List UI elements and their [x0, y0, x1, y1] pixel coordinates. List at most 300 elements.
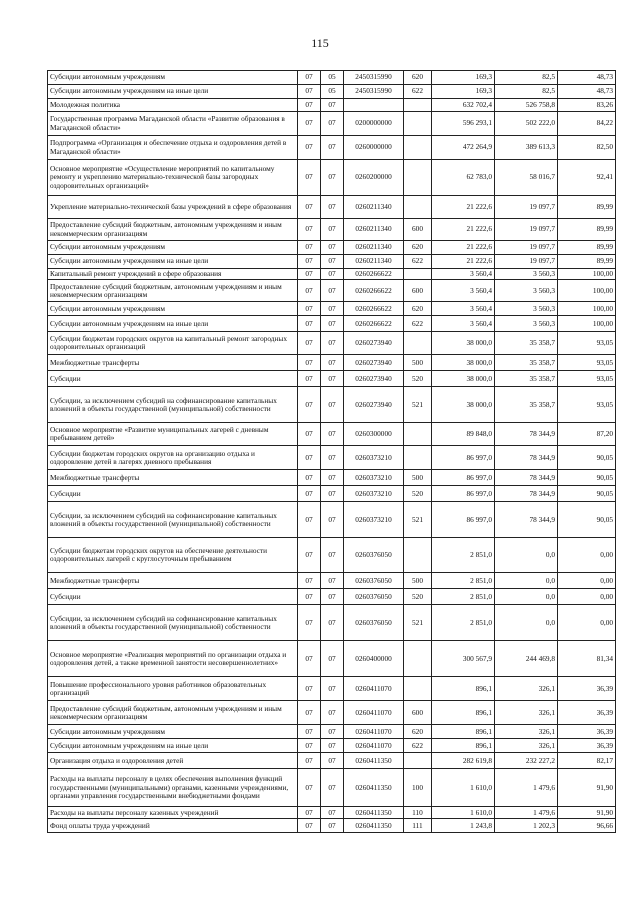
row-planned-amount: 896,1 [432, 725, 495, 739]
row-target-article: 0260273940 [344, 332, 404, 355]
row-planned-amount: 596 293,1 [432, 112, 495, 136]
row-target-article: 0260211340 [344, 219, 404, 241]
row-section: 07 [298, 502, 321, 538]
row-target-article: 0260411070 [344, 725, 404, 739]
row-name: Капитальный ремонт учреждений в сфере образования [48, 269, 298, 280]
table-row [48, 136, 616, 160]
row-section: 07 [298, 85, 321, 99]
row-subsection: 07 [321, 605, 344, 641]
row-section: 07 [298, 71, 321, 85]
row-execution-percent: 91,90 [558, 769, 616, 807]
row-executed-amount: 326,1 [495, 701, 558, 725]
row-expense-type [404, 269, 432, 280]
row-name: Субсидии автономным учреждениям [48, 241, 298, 255]
row-subsection: 07 [321, 486, 344, 502]
row-planned-amount: 1 610,0 [432, 807, 495, 819]
row-subsection: 07 [321, 725, 344, 739]
row-execution-percent: 90,05 [558, 486, 616, 502]
row-expense-type [404, 99, 432, 112]
row-section: 07 [298, 269, 321, 280]
page-number: 115 [311, 36, 329, 50]
row-section: 07 [298, 316, 321, 332]
row-subsection: 07 [321, 819, 344, 833]
table-row [48, 502, 616, 538]
row-subsection: 07 [321, 538, 344, 573]
row-planned-amount: 86 997,0 [432, 470, 495, 486]
row-name: Субсидии, за исключением субсидий на софинансирование капитальных вложений в объекты государственной (муниципальной) собственности [48, 502, 298, 538]
row-subsection: 07 [321, 302, 344, 316]
row-target-article: 0260373210 [344, 486, 404, 502]
row-name: Фонд оплаты труда учреждений [48, 819, 298, 833]
row-name: Предоставление субсидий бюджетным, автономным учреждениям и иным некоммерческим организациям [48, 219, 298, 241]
row-target-article: 0260411350 [344, 769, 404, 807]
row-subsection: 07 [321, 502, 344, 538]
table-row [48, 725, 616, 739]
row-planned-amount: 632 702,4 [432, 99, 495, 112]
row-executed-amount: 19 097,7 [495, 255, 558, 269]
table-body [48, 71, 616, 833]
row-target-article: 2450315990 [344, 85, 404, 99]
row-execution-percent: 36,39 [558, 701, 616, 725]
row-target-article: 0260373210 [344, 470, 404, 486]
row-expense-type: 620 [404, 241, 432, 255]
row-executed-amount: 19 097,7 [495, 219, 558, 241]
row-target-article: 0260376050 [344, 589, 404, 605]
row-target-article: 2450315990 [344, 71, 404, 85]
row-section: 07 [298, 280, 321, 302]
table-row [48, 677, 616, 701]
row-subsection: 07 [321, 269, 344, 280]
row-name: Субсидии автономным учреждениям [48, 302, 298, 316]
row-name: Субсидии [48, 486, 298, 502]
row-execution-percent: 0,00 [558, 589, 616, 605]
row-target-article: 0260373210 [344, 502, 404, 538]
row-section: 07 [298, 332, 321, 355]
row-subsection: 07 [321, 573, 344, 589]
row-expense-type: 622 [404, 255, 432, 269]
table-row [48, 538, 616, 573]
row-section: 07 [298, 160, 321, 196]
row-execution-percent: 81,34 [558, 641, 616, 677]
row-name: Подпрограмма «Организация и обеспечение отдыха и оздоровления детей в Магаданской области» [48, 136, 298, 160]
row-expense-type: 100 [404, 769, 432, 807]
row-subsection: 07 [321, 219, 344, 241]
budget-expenditure-table [47, 70, 616, 833]
row-expense-type: 620 [404, 302, 432, 316]
row-execution-percent: 90,05 [558, 446, 616, 470]
row-subsection: 07 [321, 641, 344, 677]
row-planned-amount: 169,3 [432, 85, 495, 99]
row-target-article: 0260266622 [344, 302, 404, 316]
row-expense-type: 500 [404, 355, 432, 371]
table-row [48, 769, 616, 807]
row-expense-type [404, 641, 432, 677]
row-subsection: 07 [321, 136, 344, 160]
row-subsection: 07 [321, 160, 344, 196]
row-planned-amount: 2 851,0 [432, 538, 495, 573]
row-target-article: 0260411070 [344, 701, 404, 725]
row-name: Субсидии [48, 589, 298, 605]
row-subsection: 07 [321, 701, 344, 725]
row-target-article: 0260411350 [344, 753, 404, 769]
row-executed-amount: 78 344,9 [495, 486, 558, 502]
row-name: Субсидии автономным учреждениям на иные цели [48, 85, 298, 99]
row-section: 07 [298, 573, 321, 589]
row-planned-amount: 38 000,0 [432, 355, 495, 371]
row-expense-type [404, 538, 432, 573]
row-target-article: 0260411350 [344, 819, 404, 833]
row-section: 07 [298, 769, 321, 807]
row-planned-amount: 1 610,0 [432, 769, 495, 807]
row-section: 07 [298, 255, 321, 269]
row-expense-type [404, 423, 432, 446]
row-section: 07 [298, 470, 321, 486]
row-executed-amount: 35 358,7 [495, 332, 558, 355]
row-expense-type: 620 [404, 71, 432, 85]
row-executed-amount: 1 479,6 [495, 807, 558, 819]
row-expense-type: 521 [404, 387, 432, 423]
table-row [48, 302, 616, 316]
row-executed-amount: 0,0 [495, 538, 558, 573]
row-planned-amount: 1 243,8 [432, 819, 495, 833]
table-row [48, 753, 616, 769]
row-expense-type [404, 136, 432, 160]
row-planned-amount: 896,1 [432, 677, 495, 701]
row-execution-percent: 89,99 [558, 255, 616, 269]
row-section: 07 [298, 605, 321, 641]
row-executed-amount: 1 202,3 [495, 819, 558, 833]
row-planned-amount: 169,3 [432, 71, 495, 85]
row-expense-type [404, 753, 432, 769]
row-planned-amount: 896,1 [432, 739, 495, 753]
table-row [48, 280, 616, 302]
table-row [48, 387, 616, 423]
row-planned-amount: 2 851,0 [432, 573, 495, 589]
row-subsection: 07 [321, 280, 344, 302]
row-name: Межбюджетные трансферты [48, 573, 298, 589]
row-execution-percent: 0,00 [558, 538, 616, 573]
row-target-article: 0260266622 [344, 316, 404, 332]
row-target-article: 0260411350 [344, 807, 404, 819]
row-planned-amount: 86 997,0 [432, 446, 495, 470]
row-execution-percent: 48,73 [558, 71, 616, 85]
table-row [48, 269, 616, 280]
table-row [48, 605, 616, 641]
row-executed-amount: 326,1 [495, 725, 558, 739]
row-executed-amount: 35 358,7 [495, 371, 558, 387]
row-execution-percent: 96,66 [558, 819, 616, 833]
row-name: Основное мероприятие «Осуществление мероприятий по капитальному ремонту и укреплению материально-технической базы загородных оздоровительных организаций» [48, 160, 298, 196]
row-section: 07 [298, 219, 321, 241]
row-target-article: 0260200000 [344, 160, 404, 196]
row-expense-type [404, 160, 432, 196]
row-target-article: 0260266622 [344, 280, 404, 302]
row-section: 07 [298, 725, 321, 739]
row-executed-amount: 3 560,3 [495, 302, 558, 316]
row-execution-percent: 100,00 [558, 302, 616, 316]
row-section: 07 [298, 355, 321, 371]
row-section: 07 [298, 486, 321, 502]
table-row [48, 99, 616, 112]
row-section: 07 [298, 371, 321, 387]
row-expense-type: 620 [404, 725, 432, 739]
row-executed-amount: 19 097,7 [495, 241, 558, 255]
row-execution-percent: 90,05 [558, 470, 616, 486]
row-target-article: 0260411070 [344, 739, 404, 753]
row-execution-percent: 93,05 [558, 332, 616, 355]
table-row [48, 241, 616, 255]
row-section: 07 [298, 739, 321, 753]
row-executed-amount: 58 016,7 [495, 160, 558, 196]
row-execution-percent: 89,99 [558, 196, 616, 219]
row-execution-percent: 36,39 [558, 739, 616, 753]
table-row [48, 112, 616, 136]
row-execution-percent: 93,05 [558, 387, 616, 423]
row-name: Основное мероприятие «Реализация мероприятий по организации отдыха и оздоровления детей, а также временной занятости несовершеннолетних» [48, 641, 298, 677]
row-planned-amount: 282 619,8 [432, 753, 495, 769]
row-executed-amount: 326,1 [495, 739, 558, 753]
row-execution-percent: 93,05 [558, 355, 616, 371]
row-planned-amount: 3 560,4 [432, 316, 495, 332]
row-executed-amount: 35 358,7 [495, 355, 558, 371]
row-expense-type: 521 [404, 502, 432, 538]
row-expense-type [404, 677, 432, 701]
row-name: Государственная программа Магаданской области «Развитие образования в Магаданской области» [48, 112, 298, 136]
row-name: Субсидии автономным учреждениям [48, 725, 298, 739]
table-row [48, 316, 616, 332]
row-name: Субсидии бюджетам городских округов на организацию отдыха и оздоровление детей в лагерях дневного пребывания [48, 446, 298, 470]
row-planned-amount: 896,1 [432, 701, 495, 725]
row-planned-amount: 38 000,0 [432, 387, 495, 423]
row-subsection: 07 [321, 316, 344, 332]
row-expense-type: 622 [404, 85, 432, 99]
table-row [48, 71, 616, 85]
row-name: Межбюджетные трансферты [48, 470, 298, 486]
row-section: 07 [298, 641, 321, 677]
table-row [48, 85, 616, 99]
row-name: Субсидии, за исключением субсидий на софинансирование капитальных вложений в объекты государственной (муниципальной) собственности [48, 387, 298, 423]
row-target-article: 0260376050 [344, 573, 404, 589]
row-name: Субсидии автономным учреждениям [48, 71, 298, 85]
row-planned-amount: 3 560,4 [432, 302, 495, 316]
row-name: Предоставление субсидий бюджетным, автономным учреждениям и иным некоммерческим организациям [48, 280, 298, 302]
row-expense-type: 521 [404, 605, 432, 641]
row-section: 07 [298, 423, 321, 446]
row-execution-percent: 89,99 [558, 219, 616, 241]
row-planned-amount: 2 851,0 [432, 605, 495, 641]
row-executed-amount: 326,1 [495, 677, 558, 701]
row-section: 07 [298, 387, 321, 423]
row-section: 07 [298, 753, 321, 769]
row-execution-percent: 36,39 [558, 725, 616, 739]
row-section: 07 [298, 99, 321, 112]
row-subsection: 07 [321, 387, 344, 423]
row-planned-amount: 472 264,9 [432, 136, 495, 160]
row-expense-type: 622 [404, 739, 432, 753]
row-executed-amount: 502 222,0 [495, 112, 558, 136]
table-row [48, 255, 616, 269]
table-row [48, 819, 616, 833]
row-name: Субсидии автономным учреждениям на иные цели [48, 316, 298, 332]
row-name: Предоставление субсидий бюджетным, автономным учреждениям и иным некоммерческим организациям [48, 701, 298, 725]
row-expense-type: 500 [404, 470, 432, 486]
row-execution-percent: 48,73 [558, 85, 616, 99]
row-executed-amount: 78 344,9 [495, 470, 558, 486]
row-expense-type: 600 [404, 219, 432, 241]
table-row [48, 739, 616, 753]
row-subsection: 07 [321, 589, 344, 605]
row-executed-amount: 3 560,3 [495, 316, 558, 332]
row-expense-type [404, 332, 432, 355]
row-planned-amount: 21 222,6 [432, 196, 495, 219]
row-target-article: 0260400000 [344, 641, 404, 677]
row-target-article: 0260000000 [344, 136, 404, 160]
row-subsection: 07 [321, 255, 344, 269]
row-target-article: 0260300000 [344, 423, 404, 446]
table-row [48, 332, 616, 355]
row-executed-amount: 3 560,3 [495, 269, 558, 280]
row-planned-amount: 38 000,0 [432, 332, 495, 355]
row-expense-type: 622 [404, 316, 432, 332]
row-target-article: 0260373210 [344, 446, 404, 470]
row-section: 07 [298, 701, 321, 725]
row-target-article: 0260411070 [344, 677, 404, 701]
row-subsection: 07 [321, 355, 344, 371]
row-name: Субсидии бюджетам городских округов на капитальный ремонт загородных оздоровительных организаций [48, 332, 298, 355]
row-target-article: 0260273940 [344, 371, 404, 387]
table-row [48, 196, 616, 219]
row-subsection: 07 [321, 112, 344, 136]
row-subsection: 07 [321, 470, 344, 486]
row-expense-type: 600 [404, 280, 432, 302]
row-name: Субсидии бюджетам городских округов на обеспечение деятельности оздоровительных лагерей с круглосуточным пребыванием [48, 538, 298, 573]
row-name: Субсидии [48, 371, 298, 387]
row-name: Повышение профессионального уровня работников образовательных организаций [48, 677, 298, 701]
row-name: Молодежная политика [48, 99, 298, 112]
row-name: Субсидии автономным учреждениям на иные цели [48, 255, 298, 269]
row-section: 07 [298, 819, 321, 833]
row-section: 07 [298, 589, 321, 605]
row-planned-amount: 86 997,0 [432, 486, 495, 502]
row-execution-percent: 87,20 [558, 423, 616, 446]
row-planned-amount: 300 567,9 [432, 641, 495, 677]
row-execution-percent: 89,99 [558, 241, 616, 255]
table-row [48, 423, 616, 446]
row-expense-type [404, 446, 432, 470]
table-row [48, 160, 616, 196]
table-row [48, 355, 616, 371]
row-name: Межбюджетные трансферты [48, 355, 298, 371]
row-subsection: 07 [321, 196, 344, 219]
row-target-article: 0260211340 [344, 241, 404, 255]
row-target-article: 0260266622 [344, 269, 404, 280]
row-planned-amount: 2 851,0 [432, 589, 495, 605]
table-row [48, 219, 616, 241]
row-execution-percent: 83,26 [558, 99, 616, 112]
row-subsection: 07 [321, 99, 344, 112]
row-section: 07 [298, 241, 321, 255]
row-name: Субсидии автономным учреждениям на иные цели [48, 739, 298, 753]
row-expense-type: 520 [404, 486, 432, 502]
row-execution-percent: 82,50 [558, 136, 616, 160]
table-row [48, 701, 616, 725]
row-subsection: 07 [321, 371, 344, 387]
row-section: 07 [298, 196, 321, 219]
row-section: 07 [298, 302, 321, 316]
row-expense-type: 111 [404, 819, 432, 833]
row-subsection: 07 [321, 241, 344, 255]
row-executed-amount: 0,0 [495, 605, 558, 641]
row-execution-percent: 91,90 [558, 807, 616, 819]
row-subsection: 07 [321, 446, 344, 470]
row-planned-amount: 62 783,0 [432, 160, 495, 196]
table-row [48, 641, 616, 677]
row-subsection: 05 [321, 85, 344, 99]
row-executed-amount: 232 227,2 [495, 753, 558, 769]
row-execution-percent: 100,00 [558, 316, 616, 332]
row-target-article: 0260211340 [344, 196, 404, 219]
row-executed-amount: 82,5 [495, 85, 558, 99]
row-target-article: 0260273940 [344, 387, 404, 423]
row-executed-amount: 35 358,7 [495, 387, 558, 423]
row-executed-amount: 82,5 [495, 71, 558, 85]
row-executed-amount: 19 097,7 [495, 196, 558, 219]
row-name: Основное мероприятие «Развитие муниципальных лагерей с дневным пребыванием детей» [48, 423, 298, 446]
row-planned-amount: 38 000,0 [432, 371, 495, 387]
table-row [48, 807, 616, 819]
row-subsection: 07 [321, 753, 344, 769]
row-subsection: 07 [321, 677, 344, 701]
table-row [48, 486, 616, 502]
row-expense-type [404, 196, 432, 219]
row-subsection: 07 [321, 739, 344, 753]
row-section: 07 [298, 112, 321, 136]
row-target-article: 0200000000 [344, 112, 404, 136]
row-expense-type: 520 [404, 371, 432, 387]
row-expense-type: 520 [404, 589, 432, 605]
row-planned-amount: 89 848,0 [432, 423, 495, 446]
row-planned-amount: 21 222,6 [432, 241, 495, 255]
row-executed-amount: 78 344,9 [495, 502, 558, 538]
row-name: Укрепление материально-технической базы учреждений в сфере образования [48, 196, 298, 219]
row-planned-amount: 3 560,4 [432, 280, 495, 302]
row-executed-amount: 78 344,9 [495, 423, 558, 446]
row-subsection: 07 [321, 807, 344, 819]
row-planned-amount: 86 997,0 [432, 502, 495, 538]
table-row [48, 573, 616, 589]
row-executed-amount: 244 469,8 [495, 641, 558, 677]
row-executed-amount: 3 560,3 [495, 280, 558, 302]
row-execution-percent: 0,00 [558, 573, 616, 589]
row-subsection: 05 [321, 71, 344, 85]
row-subsection: 07 [321, 769, 344, 807]
row-section: 07 [298, 538, 321, 573]
row-executed-amount: 0,0 [495, 589, 558, 605]
table-row [48, 589, 616, 605]
row-section: 07 [298, 677, 321, 701]
row-execution-percent: 92,41 [558, 160, 616, 196]
row-name: Расходы на выплаты персоналу в целях обеспечения выполнения функций государственными (муниципальными) органами, казенными учреждениями, органами управления государственными внебюджетными фондами [48, 769, 298, 807]
row-expense-type: 500 [404, 573, 432, 589]
row-planned-amount: 3 560,4 [432, 269, 495, 280]
row-planned-amount: 21 222,6 [432, 219, 495, 241]
row-executed-amount: 0,0 [495, 573, 558, 589]
row-expense-type: 110 [404, 807, 432, 819]
row-section: 07 [298, 446, 321, 470]
row-section: 07 [298, 807, 321, 819]
row-executed-amount: 78 344,9 [495, 446, 558, 470]
row-expense-type: 600 [404, 701, 432, 725]
